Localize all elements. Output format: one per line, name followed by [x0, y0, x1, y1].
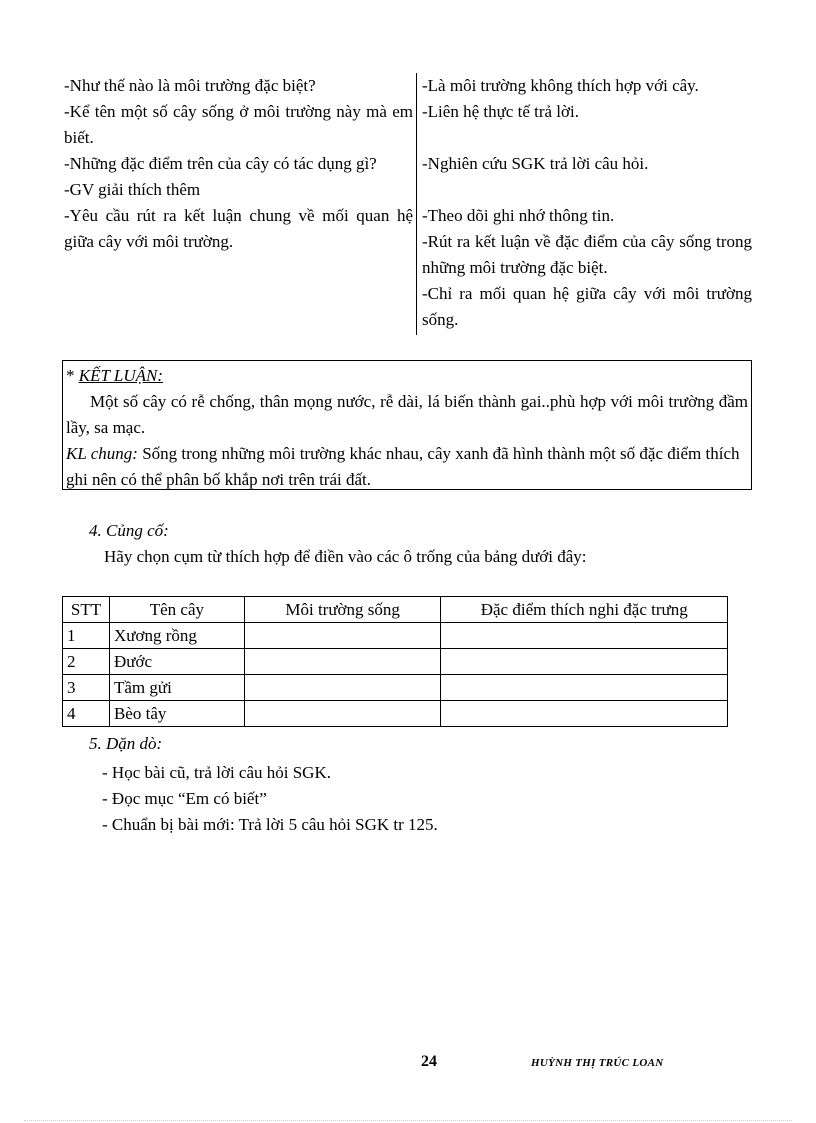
- stt-cell: 2: [63, 649, 110, 675]
- table-row: [63, 675, 728, 701]
- stt-cell: 1: [63, 623, 110, 649]
- stt-cell: 4: [63, 701, 110, 727]
- consolidation-instruction: Hãy chọn cụm từ thích hợp để điền vào các ô trống của bảng dưới đây:: [104, 547, 587, 566]
- student-activity-column: [422, 73, 752, 333]
- teacher-line: -Kể tên một số cây sống ở môi trường này mà em biết.: [64, 102, 413, 147]
- header-plant-name: Tên cây: [109, 597, 244, 623]
- adaptation-cell[interactable]: [441, 675, 728, 701]
- header-stt: STT: [63, 597, 110, 623]
- student-line: -Rút ra kết luận về đặc điểm của cây sống trong những môi trường đặc biệt.: [422, 232, 752, 277]
- conclusion-paragraph: Một số cây có rễ chống, thân mọng nước, rễ dài, lá biến thành gai..phù hợp với môi trường đầm lầy, sa mạc.: [66, 392, 748, 437]
- table-row: [63, 701, 728, 727]
- teacher-line: -Yêu cầu rút ra kết luận chung về mối quan hệ giữa cây với môi trường.: [64, 206, 413, 251]
- consolidation-heading: 4. Củng cố:: [89, 521, 169, 540]
- author-name: HUỲNH THỊ TRÚC LOAN: [531, 1057, 664, 1069]
- adaptation-cell[interactable]: [441, 649, 728, 675]
- plant-name-cell: Đước: [109, 649, 244, 675]
- activity-section: [64, 73, 754, 335]
- spacer: [422, 177, 752, 203]
- conclusion-star: *: [66, 366, 79, 385]
- teacher-line: -Những đặc điểm trên của cây có tác dụng gì?: [64, 154, 377, 173]
- homework-heading: 5. Dặn dò:: [89, 734, 163, 753]
- general-conclusion-text: Sống trong những môi trường khác nhau, cây xanh đã hình thành một số đặc điểm thích ghi nên có thể phân bố khắp nơi trên trái đất.: [66, 444, 740, 489]
- plant-name-cell: Xương rồng: [109, 623, 244, 649]
- conclusion-heading-line: [66, 363, 748, 389]
- homework-list: [102, 760, 438, 838]
- student-line: -Theo dõi ghi nhớ thông tin.: [422, 206, 615, 225]
- student-line: -Là môi trường không thích hợp với cây.: [422, 76, 699, 95]
- header-habitat: Môi trường sống: [244, 597, 441, 623]
- adaptation-cell[interactable]: [441, 701, 728, 727]
- column-divider: [416, 73, 417, 335]
- habitat-cell[interactable]: [244, 701, 441, 727]
- general-conclusion: [66, 441, 748, 493]
- conclusion-box: [62, 360, 752, 490]
- header-adaptation: Đặc điểm thích nghi đặc trưng: [441, 597, 728, 623]
- student-line: -Chỉ ra mối quan hệ giữa cây với môi trường sống.: [422, 284, 752, 329]
- student-line: -Nghiên cứu SGK trả lời câu hỏi.: [422, 154, 649, 173]
- habitat-cell[interactable]: [244, 623, 441, 649]
- habitat-cell[interactable]: [244, 675, 441, 701]
- teacher-line: -Như thế nào là môi trường đặc biệt?: [64, 76, 316, 95]
- conclusion-heading: KẾT LUẬN:: [78, 366, 163, 385]
- general-conclusion-label: KL chung:: [66, 444, 138, 463]
- stt-cell: 3: [63, 675, 110, 701]
- page-bottom-border: [24, 1120, 792, 1121]
- teacher-line: -GV giải thích thêm: [64, 180, 201, 199]
- habitat-cell[interactable]: [244, 649, 441, 675]
- table-header-row: [63, 597, 728, 623]
- plant-adaptation-table: [62, 596, 728, 727]
- page-number: 24: [421, 1053, 437, 1070]
- plant-name-cell: Tầm gửi: [109, 675, 244, 701]
- homework-item: - Học bài cũ, trả lời câu hỏi SGK.: [102, 763, 331, 782]
- plant-name-cell: Bèo tây: [109, 701, 244, 727]
- student-line: -Liên hệ thực tế trả lời.: [422, 102, 579, 121]
- table-row: [63, 649, 728, 675]
- spacer: [422, 125, 752, 151]
- homework-item: - Chuẩn bị bài mới: Trả lời 5 câu hỏi SGK tr 125.: [102, 815, 438, 834]
- adaptation-cell[interactable]: [441, 623, 728, 649]
- homework-item: - Đọc mục “Em có biết”: [102, 789, 267, 808]
- table-row: [63, 623, 728, 649]
- teacher-activity-column: [64, 73, 413, 255]
